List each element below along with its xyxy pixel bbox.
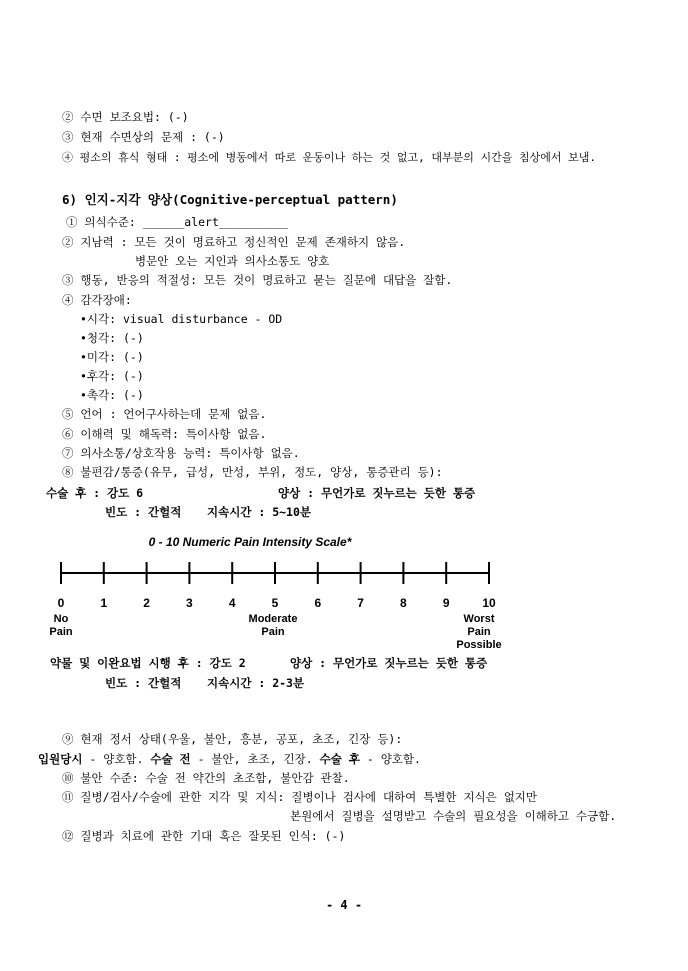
scale-number-0: 0 <box>57 596 65 610</box>
scale-number-2: 2 <box>143 596 150 610</box>
cognitive-heading: 6) 인지-지각 양상(Cognitive-perceptual pattern) <box>62 192 398 207</box>
after-med-intensity: 약물 및 이완요법 시행 후 : 강도 2 <box>50 656 246 670</box>
scale-number-10: 10 <box>482 596 496 610</box>
consciousness-line: ① 의식수준: ______alert__________ <box>66 215 289 229</box>
scale-number-3: 3 <box>186 596 193 610</box>
scale-number-4: 4 <box>228 596 236 610</box>
communication-line: ⑦ 의사소통/상호작용 능력: 특이사항 없음. <box>62 446 300 460</box>
behavior-line: ③ 행동, 반응의 적절성: 모든 것이 명료하고 묻는 질문에 대답을 잘함. <box>62 273 453 287</box>
sense-hearing: •청각: (-) <box>80 331 144 345</box>
sleep-aid-line: ② 수면 보조요법: (-) <box>62 110 189 124</box>
sensory-heading: ④ 감각장애: <box>62 293 132 307</box>
knowledge-line: ⑪ 질병/검사/수술에 관한 지각 및 지식: 질병이나 검사에 대하여 특별한 지식은 없지만 <box>62 790 538 804</box>
after-med-pattern: 양상 : 무언가로 짓누르는 듯한 통증 <box>290 656 488 670</box>
language-line: ⑤ 언어 : 언어구사하는데 문제 없음. <box>62 407 267 421</box>
orientation-line-2: 병문안 오는 지인과 의사소통도 양호 <box>135 254 330 268</box>
post-op-pattern: 양상 : 무언가로 짓누르는 듯한 통증 <box>278 486 476 500</box>
pre-op-text: - 불안, 초조, 긴장. <box>190 752 313 766</box>
emotion-status-line <box>38 751 421 767</box>
post-op-label: 수술 후 <box>319 752 360 766</box>
worst-pain-label-3: Possible <box>456 639 502 651</box>
pain-scale-title: 0 - 10 Numeric Pain Intensity Scale* <box>148 535 352 549</box>
rest-pattern-line: ④ 평소의 휴식 형태 : 평소에 병동에서 따로 운동이나 하는 것 없고, 대부분의 시간을 침상에서 보냄. <box>62 151 596 164</box>
sense-vision: •시각: visual disturbance - OD <box>80 312 283 326</box>
scale-number-5: 5 <box>271 596 279 610</box>
post-op-intensity: 수술 후 : 강도 6 <box>46 486 144 500</box>
pre-op-label: 수술 전 <box>150 752 191 766</box>
scale-number-9: 9 <box>442 596 450 610</box>
scale-number-1: 1 <box>100 596 108 610</box>
expectation-line: ⑫ 질병과 치료에 관한 기대 혹은 잘못된 인식: (-) <box>62 829 346 843</box>
after-med-frequency: 빈도 : 간헐적 <box>105 676 182 690</box>
post-op-duration: 지속시간 : 5~10분 <box>207 505 312 519</box>
moderate-pain-label-1: Moderate <box>248 613 298 625</box>
after-med-duration: 지속시간 : 2-3분 <box>207 676 305 690</box>
pain-heading: ⑧ 불편감/통증(유무, 급성, 만성, 부위, 정도, 양상, 통증관리 등): <box>62 465 443 479</box>
admission-text: - 양호함. <box>82 752 144 766</box>
orientation-line: ② 지남력 : 모든 것이 명료하고 정신적인 문제 존재하지 않음. <box>62 235 406 249</box>
post-op-text: - 양호함. <box>359 752 421 766</box>
anxiety-line: ⑩ 불안 수준: 수술 전 약간의 초조함, 불안감 관찰. <box>62 771 350 785</box>
emotion-heading: ⑨ 현재 정서 상태(우울, 불안, 흥분, 공포, 초조, 긴장 등): <box>62 732 403 746</box>
page-number: - 4 - <box>325 898 363 912</box>
comprehension-line: ⑥ 이해력 및 해독력: 특이사항 없음. <box>62 427 267 441</box>
scale-number-6: 6 <box>314 596 322 610</box>
sense-touch: •촉각: (-) <box>80 388 144 402</box>
worst-pain-label-1: Worst <box>463 613 495 625</box>
sleep-problem-line: ③ 현재 수면상의 문제 : (-) <box>62 130 225 144</box>
post-op-frequency: 빈도 : 간헐적 <box>105 505 182 519</box>
moderate-pain-label-2: Pain <box>261 626 285 638</box>
admission-label: 입원당시 <box>38 752 83 766</box>
worst-pain-label-2: Pain <box>467 626 491 638</box>
no-pain-label-1: No <box>53 613 69 625</box>
sense-smell: •후각: (-) <box>80 369 144 383</box>
pain-scale-ticks <box>58 562 496 610</box>
scale-number-7: 7 <box>357 596 364 610</box>
knowledge-line-2: 본원에서 질병을 설명받고 수술의 필요성을 이해하고 수긍함. <box>290 809 617 823</box>
sense-taste: •미각: (-) <box>80 350 144 364</box>
pain-scale-figure <box>38 528 508 658</box>
scale-number-8: 8 <box>400 596 407 610</box>
no-pain-label-2: Pain <box>49 626 73 638</box>
